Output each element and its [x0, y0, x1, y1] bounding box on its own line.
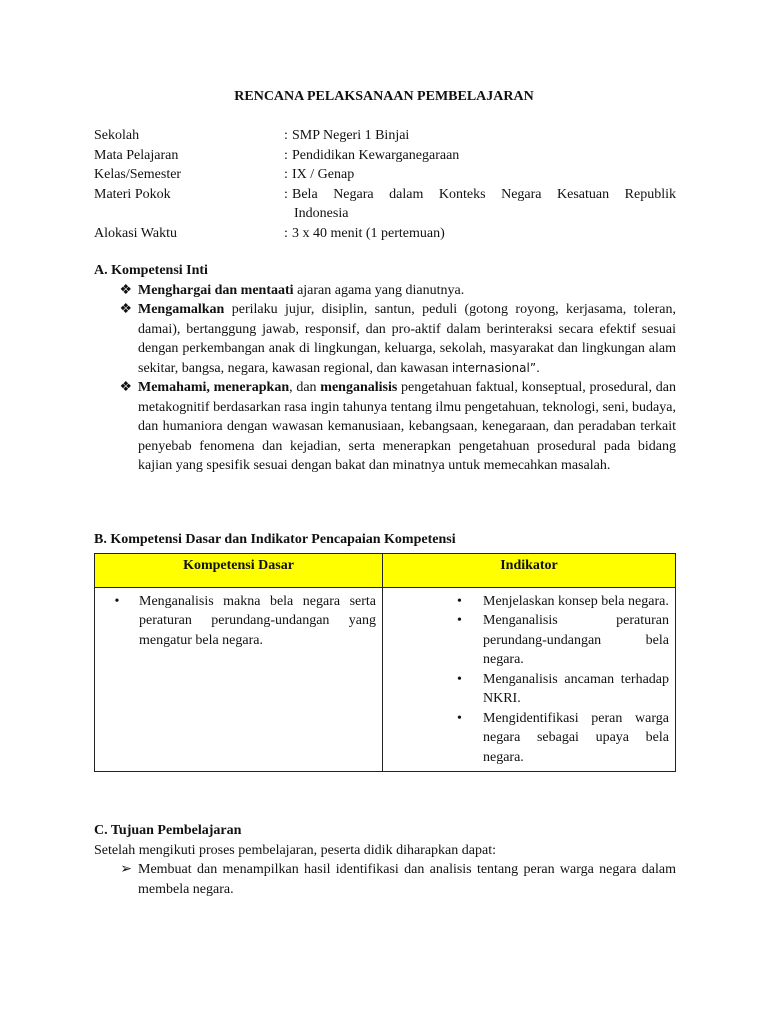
table-header-row	[95, 553, 676, 587]
bold-phrase: Mengamalkan	[138, 302, 225, 317]
bullet-dot-icon: •	[457, 671, 462, 687]
meta-label: Sekolah	[94, 128, 140, 143]
meta-row-materi-pokok	[94, 185, 676, 224]
diamond-bullet-icon: ❖	[119, 282, 132, 298]
section-heading: C. Tujuan Pembelajaran	[94, 823, 242, 838]
meta-value: SMP Negeri 1 Binjai	[292, 128, 410, 143]
kd-cell	[95, 587, 383, 772]
bullet-dot-icon: •	[457, 593, 462, 609]
indikator-cell	[383, 587, 676, 772]
list-item	[413, 709, 669, 768]
meta-value: IX / Genap	[292, 167, 355, 182]
indikator-text: Menganalisis peraturan perundang-undangan bela negara.	[483, 613, 669, 667]
bold-phrase: menganalisis	[320, 380, 398, 395]
meta-value-line1: Bela Negara dalam Konteks Negara Kesatuan Republik	[292, 186, 676, 202]
plain-text: ajaran agama yang dianutnya.	[293, 282, 465, 298]
meta-value: 3 x 40 menit (1 pertemuan)	[292, 225, 445, 241]
section-intro: Setelah mengikuti proses pembelajaran, peserta didik diharapkan dapat:	[94, 842, 496, 858]
list-item	[94, 860, 676, 899]
identity-block	[94, 126, 676, 243]
diamond-bullet-icon: ❖	[119, 380, 132, 395]
kd-indikator-table	[94, 553, 676, 773]
plain-text: , dan	[289, 380, 321, 395]
meta-colon: :	[284, 147, 288, 163]
list-item	[94, 378, 676, 476]
section-kompetensi-inti	[94, 261, 676, 476]
bold-phrase: Memahami, menerapkan	[138, 380, 290, 395]
meta-row-kelas-semester	[94, 165, 676, 185]
meta-value-line2: Indonesia	[294, 206, 349, 221]
meta-value	[292, 185, 676, 224]
kd-list	[95, 592, 376, 651]
list-item	[94, 281, 676, 301]
bullet-dot-icon: •	[457, 613, 462, 628]
list-item	[413, 670, 669, 709]
list-item	[95, 592, 376, 651]
table-row	[95, 587, 676, 772]
meta-row-mata-pelajaran	[94, 146, 676, 166]
diamond-bullet-icon: ❖	[119, 302, 132, 317]
section-tujuan-pembelajaran	[94, 821, 676, 899]
list-item-text	[138, 281, 676, 301]
table-header-indikator: Indikator	[383, 553, 676, 587]
section-kompetensi-dasar	[94, 530, 676, 772]
meta-value: Pendidikan Kewarganegaraan	[292, 147, 460, 163]
list-item	[94, 300, 676, 378]
meta-label: Materi Pokok	[94, 186, 171, 202]
list-item	[413, 592, 669, 612]
plain-text: perilaku jujur, disiplin, santun, peduli (gotong royong, kerjasama, toleran, damai), bertanggung jawab, responsif, dan pro-aktif dalam berinteraksi secara efektif sesuai dengan perkembangan anak di lingkungan, keluarga, sekolah, masyarakat dan lingkungan alam sekitar, bangsa, negara, kawasan regional, dan kawasan	[138, 302, 676, 376]
list-item-text	[138, 378, 676, 476]
meta-label: Kelas/Semester	[94, 167, 182, 182]
meta-row-sekolah	[94, 126, 676, 146]
meta-colon: :	[284, 128, 288, 143]
meta-row-alokasi-waktu	[94, 224, 676, 244]
indikator-text: Menganalisis ancaman terhadap NKRI.	[483, 671, 669, 706]
handwritten-text: internasional”.	[451, 360, 540, 375]
meta-colon: :	[284, 167, 288, 182]
document-title: RENCANA PELAKSANAAN PEMBELAJARAN	[234, 89, 534, 104]
section-heading: B. Kompetensi Dasar dan Indikator Pencapaian Kompetensi	[94, 532, 456, 547]
meta-colon: :	[284, 225, 288, 241]
meta-colon: :	[284, 186, 288, 202]
section-heading: A. Kompetensi Inti	[94, 263, 208, 278]
plain-text: pengetahuan faktual, konseptual, prosedural, dan metakognitif berdasarkan rasa ingin tahunya tentang ilmu pengetahuan, teknologi, seni, budaya, dan humaniora dengan wawasan kemanusiaan, kebangsaan, kenegaraan, dan peradaban terkait penyebab fenomena dan kejadian, serta menerapkan pengetahuan prosedural pada bidang kajian yang spesifik sesuai dengan bakat dan minatnya untuk memecahkan masalah.	[138, 380, 676, 473]
indikator-text: Menjelaskan konsep bela negara.	[483, 593, 669, 609]
arrow-bullet-icon: ➢	[120, 862, 132, 877]
meta-label: Mata Pelajaran	[94, 147, 179, 163]
meta-label: Alokasi Waktu	[94, 225, 177, 241]
indikator-list	[383, 592, 669, 768]
table-header-kompetensi-dasar: Kompetensi Dasar	[95, 553, 383, 587]
kd-text: Menganalisis makna bela negara serta peraturan perundang-undangan yang mengatur bela negara.	[139, 593, 376, 648]
list-item-text	[138, 300, 676, 378]
indikator-text: Mengidentifikasi peran warga negara sebagai upaya bela negara.	[483, 710, 669, 765]
list-item-text: Membuat dan menampilkan hasil identifikasi dan analisis tentang peran warga negara dalam membela negara.	[138, 862, 676, 897]
bullet-dot-icon: •	[114, 593, 120, 609]
bullet-dot-icon: •	[457, 710, 462, 726]
bold-phrase: Menghargai dan mentaati	[138, 282, 294, 298]
list-item	[413, 611, 669, 670]
